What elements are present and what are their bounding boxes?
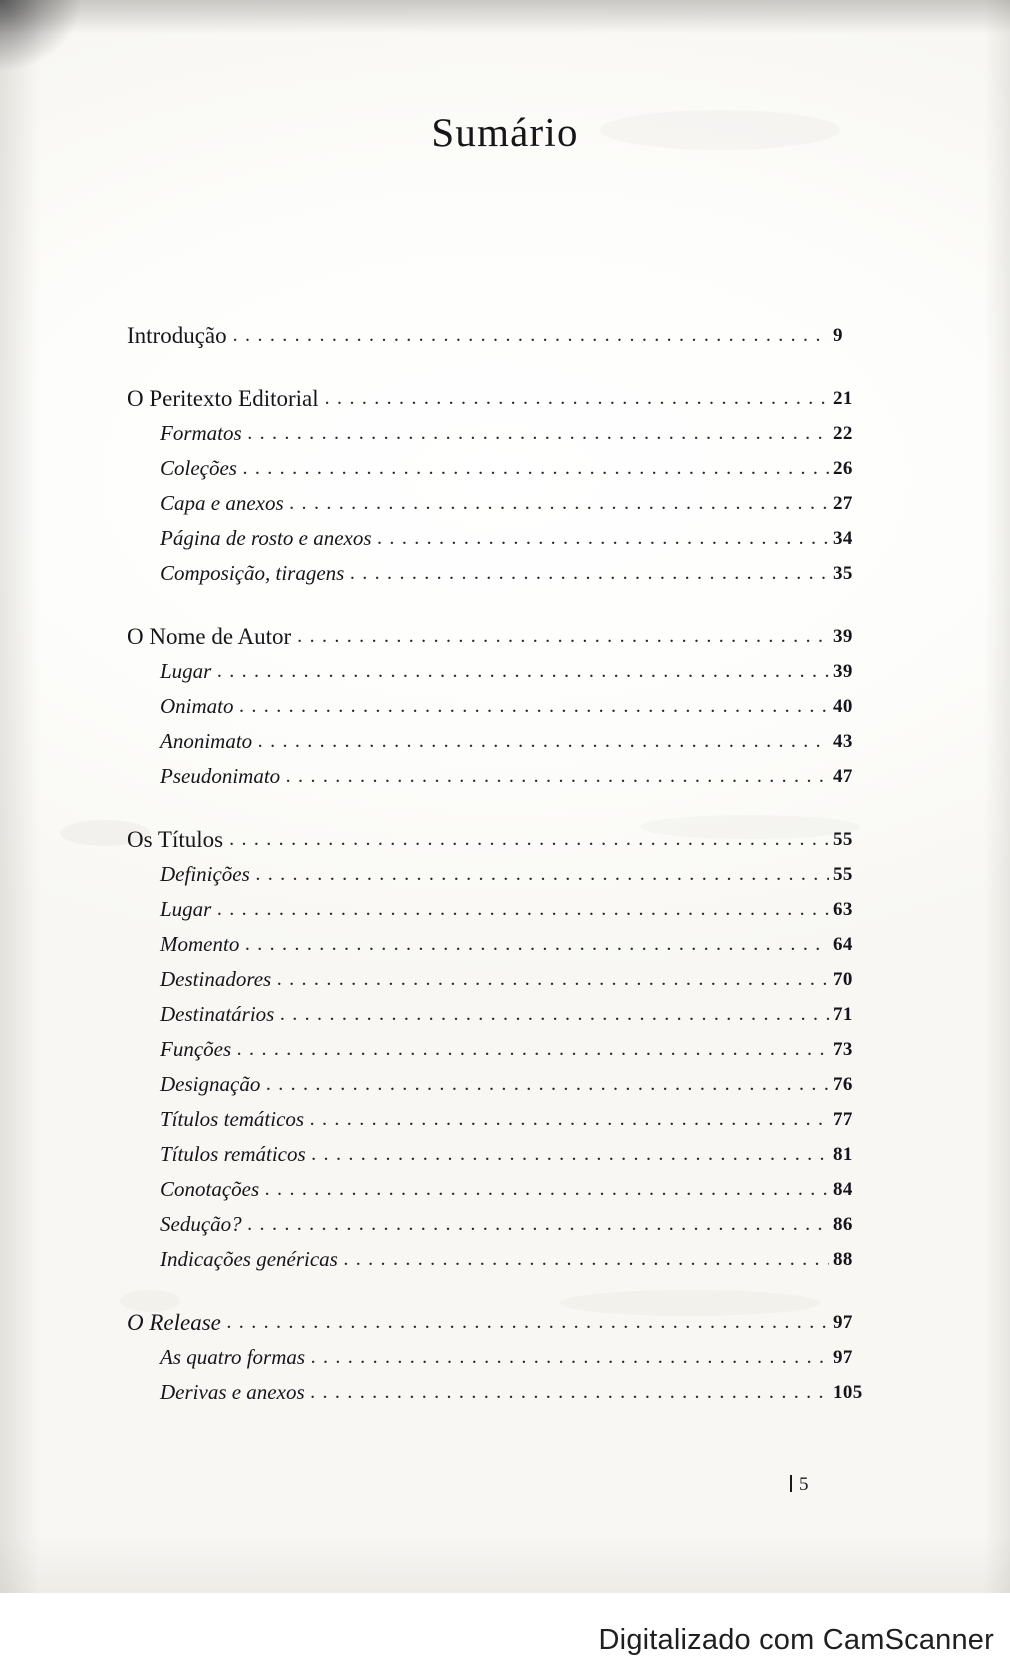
- toc-entry-page-number: 9: [833, 325, 843, 346]
- toc-entry-page-number: 76: [833, 1074, 853, 1095]
- toc-section-row[interactable]: [160, 521, 879, 556]
- toc-entry-label: Onimato: [160, 694, 234, 718]
- toc-entry-page-number: 21: [833, 388, 853, 409]
- toc-dot-leader: [266, 1067, 829, 1102]
- toc-section-row[interactable]: [160, 1137, 879, 1172]
- scan-edge-shadow-right: [984, 0, 1010, 1593]
- toc-entry-label: Introdução: [127, 323, 227, 348]
- toc-entry-label: Conotações: [160, 1177, 260, 1201]
- toc-section-row[interactable]: [160, 556, 879, 591]
- toc-dot-leader: [350, 556, 829, 591]
- toc-entry-page-number: 39: [833, 661, 853, 682]
- toc-dot-leader: [258, 724, 829, 759]
- toc-dot-leader: [286, 759, 829, 794]
- toc-section-row[interactable]: [160, 486, 879, 521]
- toc-section-row[interactable]: [160, 1067, 879, 1102]
- toc-entry-page-number: 22: [833, 423, 853, 444]
- toc-dot-leader: [248, 1207, 829, 1242]
- toc-chapter-row[interactable]: [127, 381, 879, 416]
- toc-section-row[interactable]: [160, 1375, 879, 1410]
- toc-entry-label: Lugar: [160, 659, 212, 683]
- toc-dot-leader: [245, 927, 829, 962]
- toc-dot-leader: [297, 619, 829, 654]
- toc-section-row[interactable]: [160, 1207, 879, 1242]
- toc-chapter-row[interactable]: [127, 1305, 879, 1340]
- toc-dot-leader: [248, 416, 829, 451]
- toc-entry-label: As quatro formas: [160, 1345, 306, 1369]
- toc-dot-leader: [280, 997, 829, 1032]
- toc-dot-leader: [237, 1032, 829, 1067]
- toc-entry-label: Pseudonimato: [160, 764, 281, 788]
- toc-entry-label: Composição, tiragens: [160, 561, 345, 585]
- toc-dot-leader: [227, 1305, 829, 1340]
- toc-dot-leader: [217, 892, 829, 927]
- toc-dot-leader: [290, 486, 829, 521]
- toc-entry-page-number: 88: [833, 1249, 853, 1270]
- toc-entry-label: O Release: [127, 1310, 221, 1335]
- toc-entry-page-number: 105: [833, 1382, 863, 1403]
- toc-chapter-row[interactable]: [127, 822, 879, 857]
- folio-number: 5: [799, 1474, 810, 1495]
- toc-section-row[interactable]: [160, 654, 879, 689]
- folio-rule-icon: [790, 1475, 792, 1492]
- toc-entry-page-number: 97: [833, 1312, 853, 1333]
- scan-edge-shadow-left: [0, 0, 40, 1593]
- toc-entry-page-number: 34: [833, 528, 853, 549]
- toc-entry-label: O Nome de Autor: [127, 624, 292, 649]
- toc-entry-label: Coleções: [160, 456, 237, 480]
- toc-section-row[interactable]: [160, 997, 879, 1032]
- toc-dot-leader: [311, 1340, 829, 1375]
- toc-chapter-row[interactable]: [127, 318, 879, 353]
- toc-group: [127, 822, 879, 1277]
- toc-dot-leader: [229, 822, 829, 857]
- table-of-contents: [127, 318, 879, 1410]
- toc-dot-leader: [325, 381, 829, 416]
- toc-entry-page-number: 39: [833, 626, 853, 647]
- toc-dot-leader: [310, 1102, 829, 1137]
- toc-dot-leader: [243, 451, 829, 486]
- toc-dot-leader: [277, 962, 829, 997]
- toc-entry-label: Títulos temáticos: [160, 1107, 305, 1131]
- toc-entry-page-number: 81: [833, 1144, 853, 1165]
- toc-entry-page-number: 86: [833, 1214, 853, 1235]
- toc-entry-label: Momento: [160, 932, 240, 956]
- toc-dot-leader: [344, 1242, 829, 1277]
- toc-section-row[interactable]: [160, 1032, 879, 1067]
- toc-entry-label: Anonimato: [160, 729, 253, 753]
- toc-dot-leader: [265, 1172, 829, 1207]
- toc-entry-page-number: 77: [833, 1109, 853, 1130]
- toc-dot-leader: [378, 521, 829, 556]
- toc-section-row[interactable]: [160, 689, 879, 724]
- toc-entry-label: Funções: [160, 1037, 232, 1061]
- camscanner-watermark-text: Digitalizado com CamScanner: [598, 1624, 994, 1656]
- toc-entry-page-number: 63: [833, 899, 853, 920]
- toc-group: [127, 1305, 879, 1410]
- toc-entry-label: Indicações genéricas: [160, 1247, 338, 1271]
- toc-dot-leader: [217, 654, 829, 689]
- toc-section-row[interactable]: [160, 1102, 879, 1137]
- toc-section-row[interactable]: [160, 1242, 879, 1277]
- toc-entry-label: Destinatários: [160, 1002, 275, 1026]
- toc-entry-label: Destinadores: [160, 967, 272, 991]
- toc-dot-leader: [240, 689, 830, 724]
- toc-dot-leader: [312, 1137, 829, 1172]
- toc-entry-page-number: 27: [833, 493, 853, 514]
- toc-section-row[interactable]: [160, 759, 879, 794]
- toc-entry-page-number: 47: [833, 766, 853, 787]
- folio-page-number: [790, 1474, 810, 1496]
- toc-group: [127, 619, 879, 794]
- toc-entry-label: Página de rosto e anexos: [160, 526, 372, 550]
- toc-entry-label: O Peritexto Editorial: [127, 386, 319, 411]
- toc-group: [127, 318, 879, 353]
- toc-entry-page-number: 71: [833, 1004, 853, 1025]
- toc-entry-page-number: 55: [833, 829, 853, 850]
- toc-entry-label: Formatos: [160, 421, 242, 445]
- toc-entry-page-number: 40: [833, 696, 853, 717]
- toc-section-row[interactable]: [160, 724, 879, 759]
- toc-entry-label: Títulos remáticos: [160, 1142, 306, 1166]
- toc-group: [127, 381, 879, 591]
- toc-chapter-row[interactable]: [127, 619, 879, 654]
- toc-section-row[interactable]: [160, 1172, 879, 1207]
- toc-section-row[interactable]: [160, 962, 879, 997]
- scan-edge-shadow-top: [0, 0, 1010, 34]
- toc-dot-leader: [256, 857, 829, 892]
- toc-entry-label: Definições: [160, 862, 250, 886]
- page-title: Sumário: [431, 108, 579, 156]
- toc-entry-page-number: 73: [833, 1039, 853, 1060]
- toc-entry-page-number: 70: [833, 969, 853, 990]
- toc-entry-label: Os Títulos: [127, 827, 224, 852]
- toc-section-row[interactable]: [160, 416, 879, 451]
- toc-entry-page-number: 35: [833, 563, 853, 584]
- toc-entry-label: Lugar: [160, 897, 212, 921]
- toc-section-row[interactable]: [160, 927, 879, 962]
- toc-entry-label: Capa e anexos: [160, 491, 284, 515]
- toc-entry-page-number: 26: [833, 458, 853, 479]
- scan-edge-shadow-bottom: [0, 1533, 1010, 1593]
- toc-section-row[interactable]: [160, 451, 879, 486]
- toc-section-row[interactable]: [160, 1340, 879, 1375]
- toc-entry-page-number: 64: [833, 934, 853, 955]
- toc-section-row[interactable]: [160, 892, 879, 927]
- toc-entry-label: Sedução?: [160, 1212, 242, 1236]
- toc-entry-page-number: 43: [833, 731, 853, 752]
- toc-entry-page-number: 55: [833, 864, 853, 885]
- toc-entry-page-number: 84: [833, 1179, 853, 1200]
- toc-entry-page-number: 97: [833, 1347, 853, 1368]
- toc-dot-leader: [311, 1375, 829, 1410]
- toc-section-row[interactable]: [160, 857, 879, 892]
- toc-entry-label: Derivas e anexos: [160, 1380, 305, 1404]
- toc-dot-leader: [233, 318, 829, 353]
- scan-corner-shadow: [0, 0, 80, 70]
- toc-entry-label: Designação: [160, 1072, 261, 1096]
- camscanner-watermark-bar: [0, 1593, 1010, 1665]
